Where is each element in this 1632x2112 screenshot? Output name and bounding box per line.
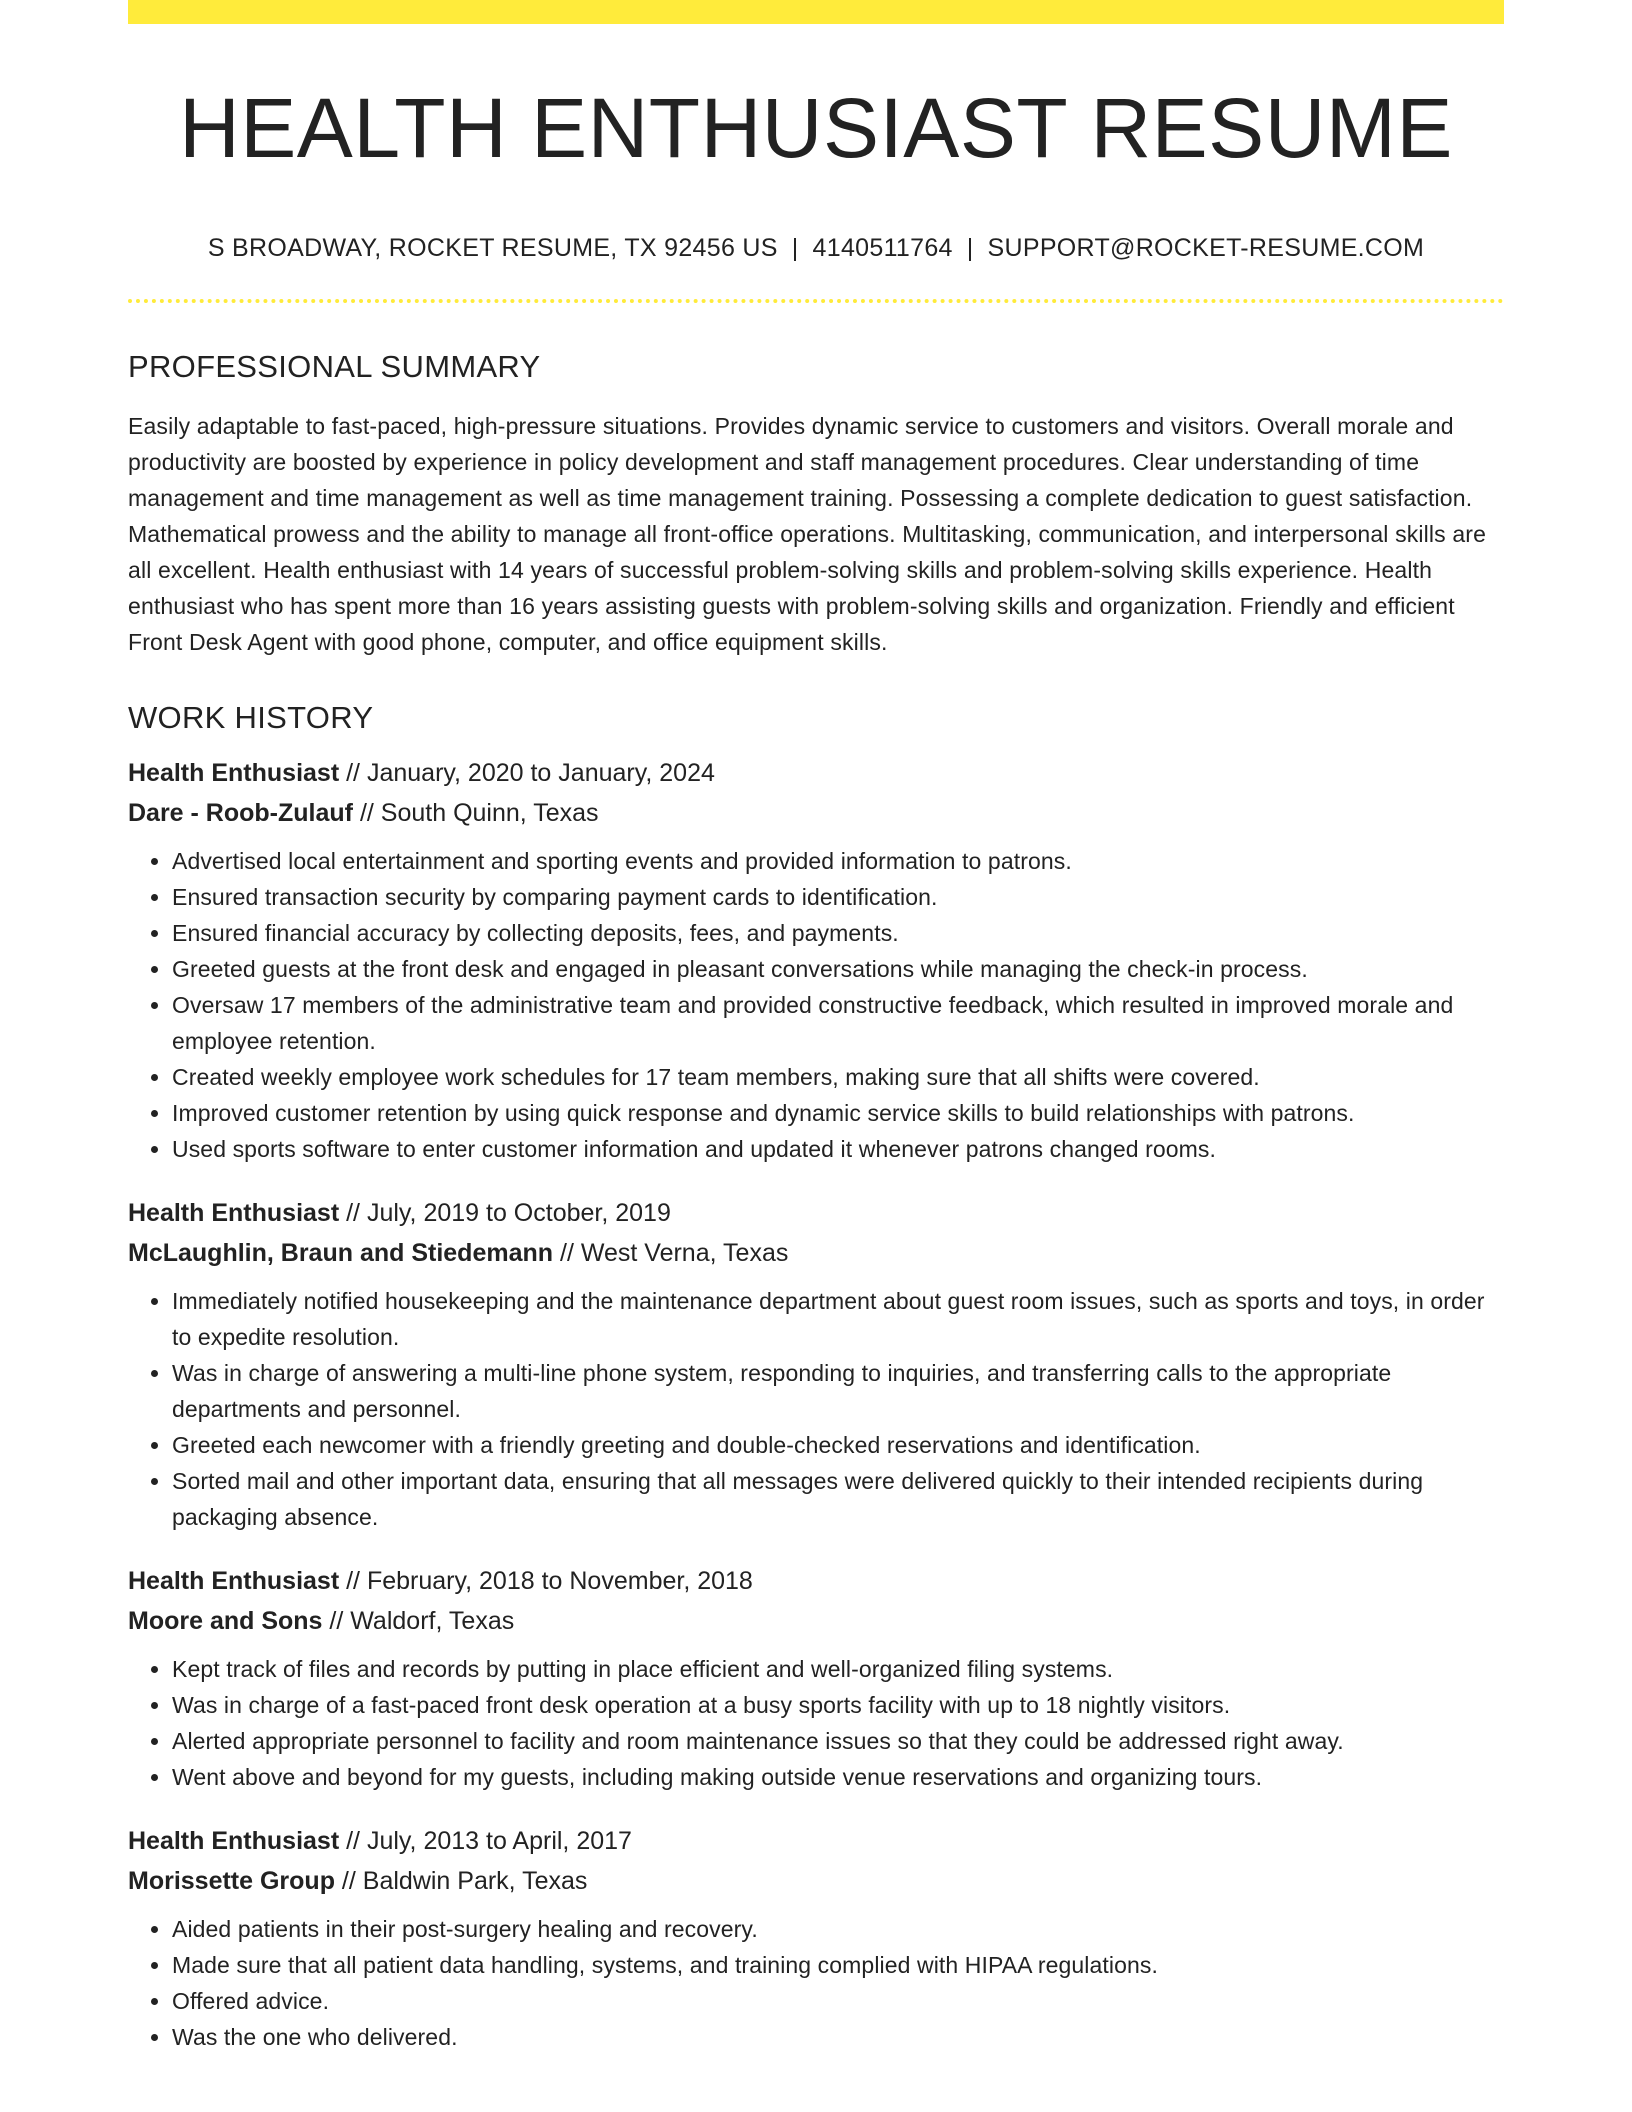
job-bullet: • Was in charge of a fast-paced front desk operation at a busy sports facility with up to 18 nightly visitors.	[172, 1687, 1504, 1723]
job-bullet: • Sorted mail and other important data, ensuring that all messages were delivered quickly to their intended recipients during packaging absence.	[172, 1463, 1504, 1535]
job-company: Morissette Group	[128, 1867, 335, 1895]
contact-separator: |	[966, 234, 974, 262]
job-location: South Quinn, Texas	[380, 799, 599, 827]
job-company-line	[128, 1861, 1504, 1901]
job-company-line	[128, 1233, 1504, 1273]
job-bullet: • Immediately notified housekeeping and the maintenance department about guest room issues, such as sports and toys, in order to expedite resolution.	[172, 1283, 1504, 1355]
job-title-line	[128, 1561, 1504, 1601]
job-entry	[128, 1821, 1504, 2055]
job-bullet: • Ensured transaction security by comparing payment cards to identification.	[172, 879, 1504, 915]
job-title: Health Enthusiast	[128, 1199, 340, 1227]
job-company-line	[128, 793, 1504, 833]
job-title-line	[128, 753, 1504, 793]
contact-email: SUPPORT@ROCKET-RESUME.COM	[987, 234, 1425, 262]
job-dates: July, 2019 to October, 2019	[366, 1199, 671, 1227]
contact-phone: 4140511764	[812, 234, 953, 262]
job-bullet: • Greeted guests at the front desk and engaged in pleasant conversations while managing the check-in process.	[172, 951, 1504, 987]
contact-line	[128, 236, 1504, 261]
top-accent-bar	[128, 0, 1504, 24]
job-title-line	[128, 1821, 1504, 1861]
job-bullet-list	[128, 1283, 1504, 1535]
job-bullet: • Oversaw 17 members of the administrative team and provided constructive feedback, which resulted in improved morale and employee retention.	[172, 987, 1504, 1059]
job-bullet: • Was the one who delivered.	[172, 2019, 1504, 2055]
dotted-divider	[128, 299, 1504, 303]
job-company: Dare - Roob-Zulauf	[128, 799, 353, 827]
job-entry	[128, 1561, 1504, 1795]
job-delimiter: //	[334, 1867, 363, 1895]
work-history-list	[128, 753, 1504, 2055]
job-delimiter: //	[353, 799, 381, 827]
contact-separator: |	[791, 234, 799, 262]
job-bullet: • Offered advice.	[172, 1983, 1504, 2019]
job-title: Health Enthusiast	[128, 1827, 340, 1855]
job-bullet-list	[128, 1651, 1504, 1795]
job-bullet: • Greeted each newcomer with a friendly greeting and double-checked reservations and identification.	[172, 1427, 1504, 1463]
job-title: Health Enthusiast	[128, 759, 340, 787]
job-location: Waldorf, Texas	[350, 1607, 515, 1635]
job-delimiter: //	[553, 1239, 581, 1267]
job-bullet-list	[128, 1911, 1504, 2055]
job-delimiter: //	[339, 1827, 367, 1855]
job-bullet: • Was in charge of answering a multi-line phone system, responding to inquiries, and transferring calls to the appropriate departments and personnel.	[172, 1355, 1504, 1427]
job-bullet: • Aided patients in their post-surgery healing and recovery.	[172, 1911, 1504, 1947]
job-delimiter: //	[339, 1199, 367, 1227]
job-bullet: • Went above and beyond for my guests, including making outside venue reservations and organizing tours.	[172, 1759, 1504, 1795]
work-history-heading: WORK HISTORY	[128, 700, 374, 735]
job-dates: July, 2013 to April, 2017	[366, 1827, 632, 1855]
job-entry	[128, 1193, 1504, 1535]
summary-text: Easily adaptable to fast-paced, high-pressure situations. Provides dynamic service to customers and visitors. Overall morale and productivity are boosted by experience in policy development and staff management procedures. Clear understanding of time management and time management as well as time management training. Possessing a complete dedication to guest satisfaction. Mathematical prowess and the ability to manage all front-office operations. Multitasking, communication, and interpersonal skills are all excellent. Health enthusiast with 14 years of successful problem-solving skills and problem-solving skills experience. Health enthusiast who has spent more than 16 years assisting guests with problem-solving skills and organization. Friendly and efficient Front Desk Agent with good phone, computer, and office equipment skills.	[128, 413, 1487, 655]
job-location: Baldwin Park, Texas	[362, 1867, 588, 1895]
job-bullet: • Ensured financial accuracy by collecting deposits, fees, and payments.	[172, 915, 1504, 951]
job-company: McLaughlin, Braun and Stiedemann	[128, 1239, 554, 1267]
job-delimiter: //	[339, 759, 367, 787]
resume-page	[128, 0, 1504, 2055]
job-bullet: • Made sure that all patient data handling, systems, and training complied with HIPAA regulations.	[172, 1947, 1504, 1983]
contact-address: S BROADWAY, ROCKET RESUME, TX 92456 US	[207, 234, 778, 262]
job-bullet-list	[128, 843, 1504, 1167]
job-company: Moore and Sons	[128, 1607, 323, 1635]
job-bullet: • Kept track of files and records by putting in place efficient and well-organized filing systems.	[172, 1651, 1504, 1687]
job-bullet: • Improved customer retention by using quick response and dynamic service skills to build relationships with patrons.	[172, 1095, 1504, 1131]
job-dates: January, 2020 to January, 2024	[366, 759, 715, 787]
job-bullet: • Created weekly employee work schedules for 17 team members, making sure that all shifts were covered.	[172, 1059, 1504, 1095]
resume-title: HEALTH ENTHUSIAST RESUME	[179, 81, 1453, 175]
job-bullet: • Used sports software to enter customer information and updated it whenever patrons changed rooms.	[172, 1131, 1504, 1167]
job-location: West Verna, Texas	[580, 1239, 789, 1267]
summary-heading: PROFESSIONAL SUMMARY	[128, 349, 541, 384]
job-bullet: • Alerted appropriate personnel to facility and room maintenance issues so that they could be addressed right away.	[172, 1723, 1504, 1759]
job-dates: February, 2018 to November, 2018	[366, 1567, 753, 1595]
job-entry	[128, 753, 1504, 1167]
job-delimiter: //	[339, 1567, 367, 1595]
job-title-line	[128, 1193, 1504, 1233]
job-title: Health Enthusiast	[128, 1567, 340, 1595]
job-delimiter: //	[322, 1607, 351, 1635]
job-company-line	[128, 1601, 1504, 1641]
job-bullet: • Advertised local entertainment and sporting events and provided information to patrons.	[172, 843, 1504, 879]
